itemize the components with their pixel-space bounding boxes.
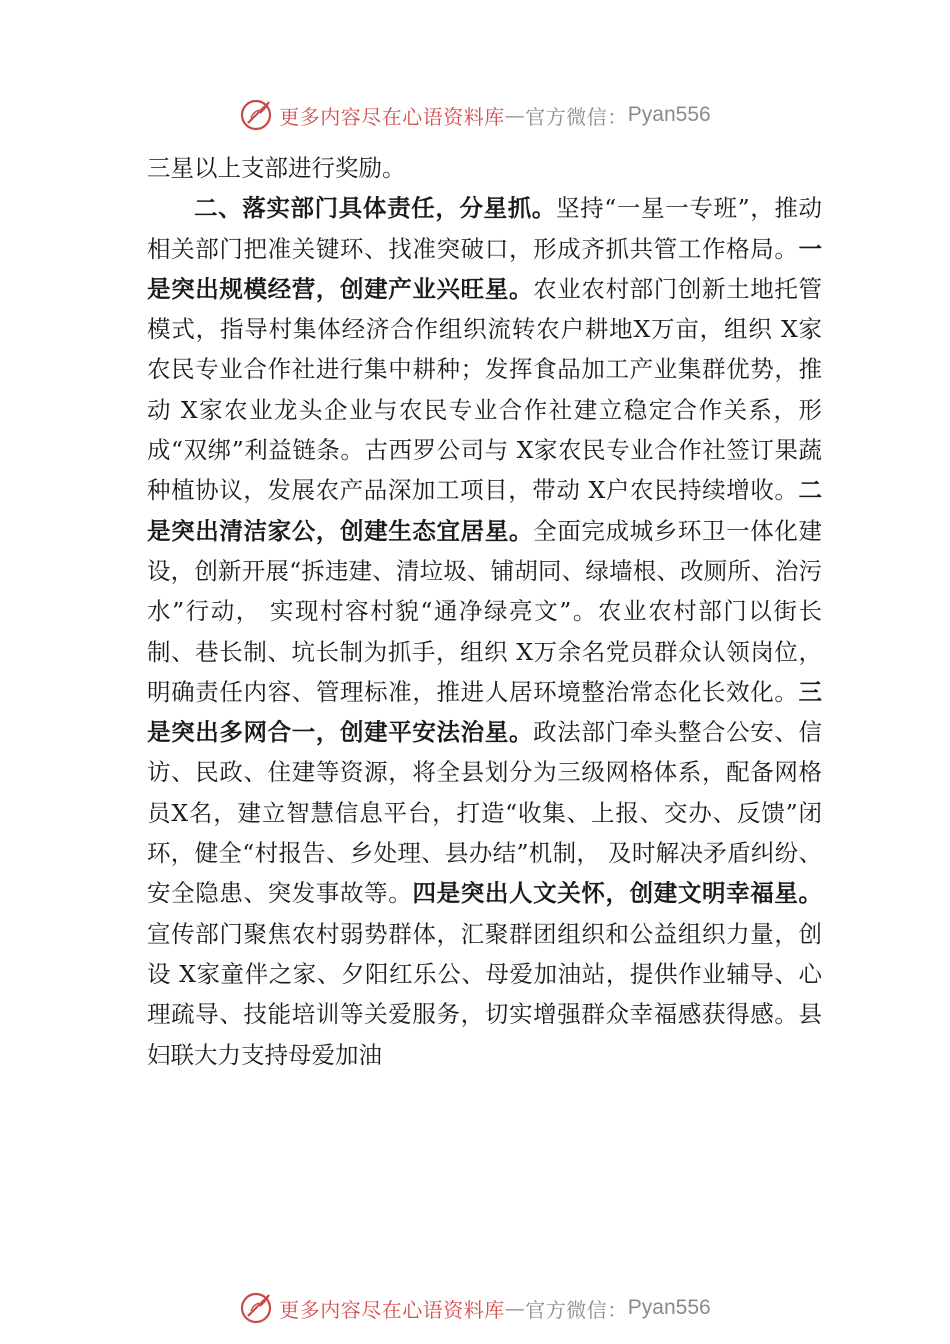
header-watermark	[0, 95, 950, 135]
section-heading: 二、落实部门具体责任，分星抓。	[194, 194, 557, 223]
body-sentence: 坚持“一星一专班”，推动相关部门把准关键环、找准突破口，形成齐抓共管工作格局。	[147, 194, 823, 263]
watermark-dash: —	[504, 103, 526, 127]
watermark-id: Pyan556	[627, 1296, 711, 1319]
watermark-site: 更多内容尽在心语资料库	[279, 104, 505, 129]
quill-logo-icon	[239, 1291, 273, 1325]
watermark-site: 更多内容尽在心语资料库	[279, 1297, 505, 1322]
subheading-2: 二是突出清洁家公，创建生态宜居星。	[147, 476, 822, 545]
footer-watermark	[0, 1288, 950, 1328]
document-body	[147, 148, 822, 1075]
body-sentence: 政法部门牵头整合公安、信访、民政、住建等资源，将全县划分为三级网格体系，配备网格员X名，建立智慧信息平台，打造“收集、上报、交办、反馈”闭环，健全“村报告、乡处理、县办结”机制， 及时解决矛盾纠纷、安全隐患、突发事故等。	[147, 718, 823, 908]
watermark-dash: —	[504, 1296, 526, 1320]
body-sentence: 全面完成城乡环卫一体化建设，创新开展“拆违建、清垃圾、铺胡同、绿墙根、改厕所、治污水”行动， 实现村容村貌“通净绿亮文”。农业农村部门以街长制、巷长制、坑长制为抓手，组织 X万余名党员群众认领岗位，明确责任内容、管理标准，推进人居环境整治常态化长效化。	[147, 516, 823, 706]
quill-logo-icon	[239, 98, 273, 132]
subheading-4: 四是突出人文关怀，创建文明幸福星。	[412, 879, 823, 908]
body-sentence: 农业农村部门创新土地托管模式，指导村集体经济合作组织流转农户耕地X万亩，组织 X家农民专业合作社进行集中耕种；发挥食品加工产业集群优势，推动 X家农业龙头企业与农民专业合作社建立稳定合作关系，形成“双绑”利益链条。古西罗公司与 X家农民专业合作社签订果蔬种植协议，发展农产品深加工项目，带动 X户农民持续增收。	[147, 274, 823, 505]
watermark-id: Pyan556	[627, 103, 711, 126]
paragraph-2	[147, 188, 822, 1075]
paragraph-1: 三星以上支部进行奖励。	[147, 154, 406, 182]
subheading-1: 一是突出规模经营，创建产业兴旺星。	[147, 234, 822, 303]
watermark-official: 官方微信：	[525, 104, 628, 129]
watermark-official: 官方微信：	[525, 1297, 628, 1322]
body-sentence: 宣传部门聚焦农村弱势群体，汇聚群团组织和公益组织力量，创设 X家童伴之家、夕阳红乐公、母爱加油站，提供作业辅导、心理疏导、技能培训等关爱服务，切实增强群众幸福感获得感。县妇联大力支持母爱加油	[147, 919, 822, 1069]
subheading-3: 三是突出多网合一，创建平安法治星。	[147, 677, 822, 747]
